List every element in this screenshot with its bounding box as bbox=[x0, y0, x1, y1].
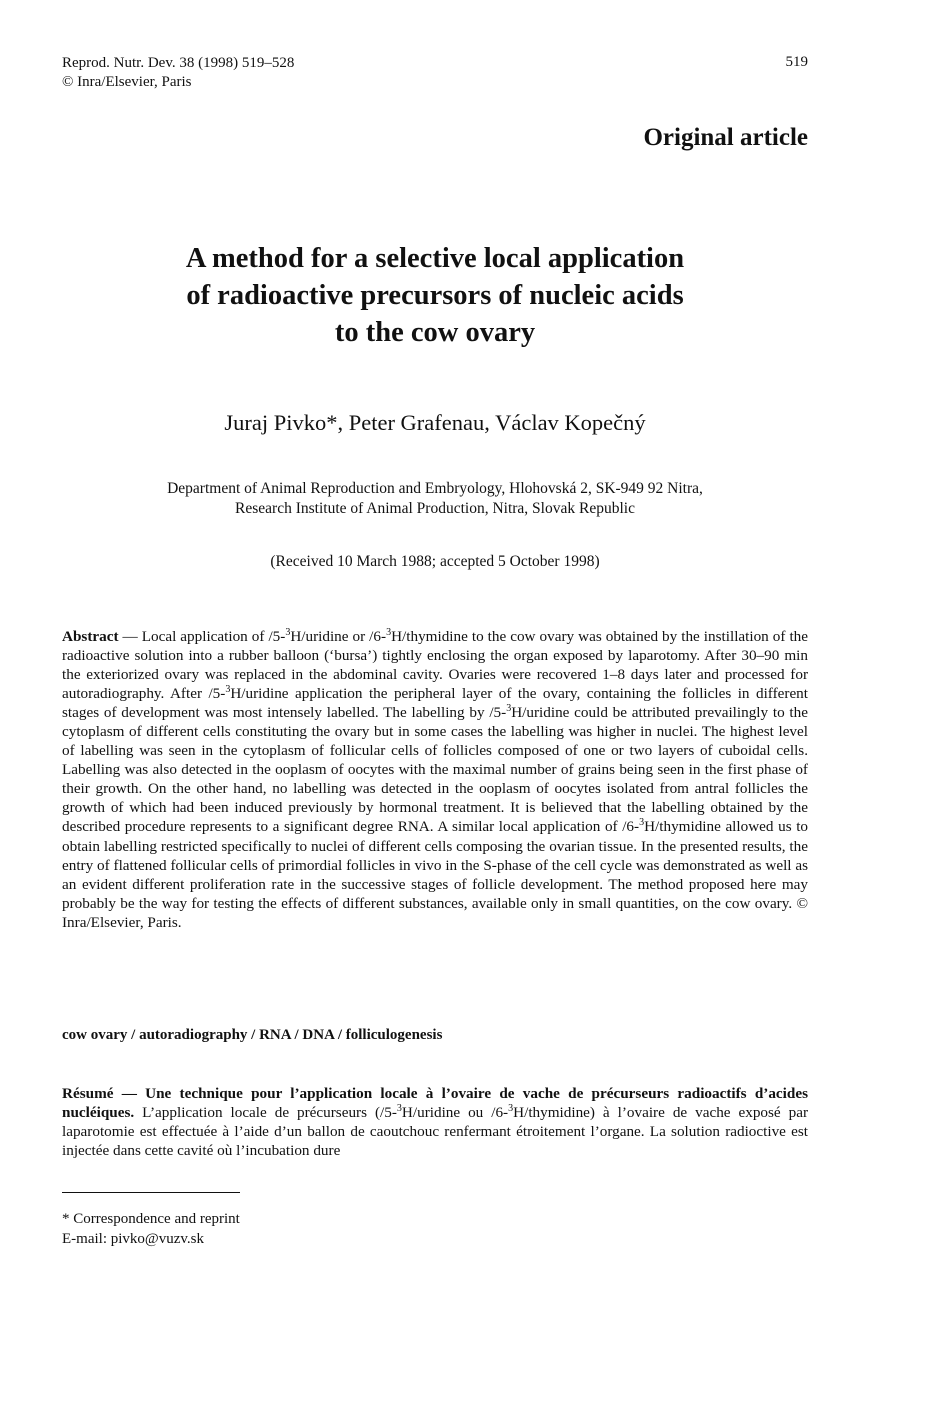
resume-text: H/uridine ou /6- bbox=[401, 1104, 509, 1121]
superscript: 3 bbox=[386, 626, 392, 638]
abstract-text: Local application of /5- bbox=[141, 628, 286, 645]
author-list: Juraj Pivko*, Peter Grafenau, Václav Kopečný bbox=[224, 410, 646, 435]
copyright-line: © Inra/Elsevier, Paris bbox=[62, 74, 192, 90]
resume bbox=[62, 1084, 808, 1160]
page-number: 519 bbox=[785, 54, 808, 70]
correspondence-note: * Correspondence and reprint bbox=[62, 1211, 240, 1227]
paper-title bbox=[0, 240, 870, 351]
received-dates: (Received 10 March 1988; accepted 5 October 1998) bbox=[270, 553, 600, 570]
superscript: 3 bbox=[396, 1102, 402, 1114]
superscript: 3 bbox=[225, 684, 231, 696]
resume-title: Résumé — Une technique pour l’application locale à l’ovaire de vache de précurseurs radioactifs d’acides nucléiques. bbox=[62, 1085, 808, 1121]
abstract-text: H/uridine application the peripheral layer of the ovary, containing the follicles in different stages of development was most intensely labelled. The labelling by /5- bbox=[62, 685, 808, 722]
resume-text: L’application locale de précurseurs (/5- bbox=[134, 1104, 397, 1121]
resume-text: H/thymidine) à l’ovaire de vache exposé par laparotomie est effectuée à l’aide d’un ballon de caoutchouc renfermant étroitement l’organe. La solution radioctive est injectée dans cette cavité où l’incubation dure bbox=[62, 1104, 809, 1159]
superscript: 3 bbox=[639, 817, 645, 829]
running-header bbox=[62, 54, 294, 92]
abstract bbox=[62, 627, 808, 932]
superscript: 3 bbox=[506, 703, 512, 715]
title-line-3: to the cow ovary bbox=[334, 317, 536, 348]
keywords: cow ovary / autoradiography / RNA / DNA / folliculogenesis bbox=[62, 1027, 443, 1043]
superscript: 3 bbox=[285, 626, 291, 638]
article-type: Original article bbox=[643, 124, 808, 151]
email-line: E-mail: pivko@vuzv.sk bbox=[62, 1231, 204, 1247]
footnote-divider bbox=[62, 1192, 240, 1193]
superscript: 3 bbox=[508, 1102, 514, 1114]
abstract-text: H/thymidine to the cow ovary was obtained by the instillation of the radioactive solution into a rubber balloon (‘bursa’) tightly enclosing the organ exposed by laparotomy. After 30–90 min the exteriorized ovary was replaced in the abdominal cavity. Ovaries were recovered 1–8 days later and processed for autoradiography. After /5- bbox=[62, 628, 808, 703]
abstract-dash: — bbox=[118, 628, 142, 645]
abstract-label: Abstract bbox=[62, 628, 119, 645]
abstract-text: H/thymidine allowed us to obtain labelling restricted specifically to nuclei of different cells composing the ovarian tissue. In the presented results, the entry of flattened follicular cells of primordial follicles in vivo in the S-phase of the cell cycle was demonstrated as well as an evident different proliferation rate in the successive stages of follicle development. The method proposed here may probably be the way for testing the effects of different substances, available only in small quantities, on the cow ovary. © Inra/Elsevier, Paris. bbox=[62, 818, 809, 931]
affiliation bbox=[0, 479, 870, 519]
affiliation-line-2: Research Institute of Animal Production, Nitra, Slovak Republic bbox=[235, 500, 635, 517]
abstract-text: H/uridine could be attributed prevailingly to the cytoplasm of different cells constituting the ovary but in some cases the labelling was higher in nuclei. The highest level of labelling was seen in the cytoplasm of follicular cells of follicles composed of one or two layers of cuboidal cells. Labelling was also detected in the ooplasm of oocytes with the maximal number of grains being seen in the first phase of their growth. On the other hand, no labelling was detected in the ooplasm of oocytes isolated from antral follicles the growth of which had been induced previously by hormonal treatment. It is believed that the labelling obtained by the described procedure represents to a significant degree RNA. A similar local application of /6- bbox=[62, 704, 808, 836]
journal-citation: Reprod. Nutr. Dev. 38 (1998) 519–528 bbox=[62, 55, 295, 71]
abstract-text: H/uridine or /6- bbox=[290, 628, 387, 645]
footnote bbox=[62, 1209, 240, 1249]
title-line-1: A method for a selective local application bbox=[185, 243, 685, 274]
affiliation-line-1: Department of Animal Reproduction and Embryology, Hlohovská 2, SK-949 92 Nitra, bbox=[167, 480, 703, 497]
title-line-2: of radioactive precursors of nucleic acids bbox=[186, 280, 684, 311]
